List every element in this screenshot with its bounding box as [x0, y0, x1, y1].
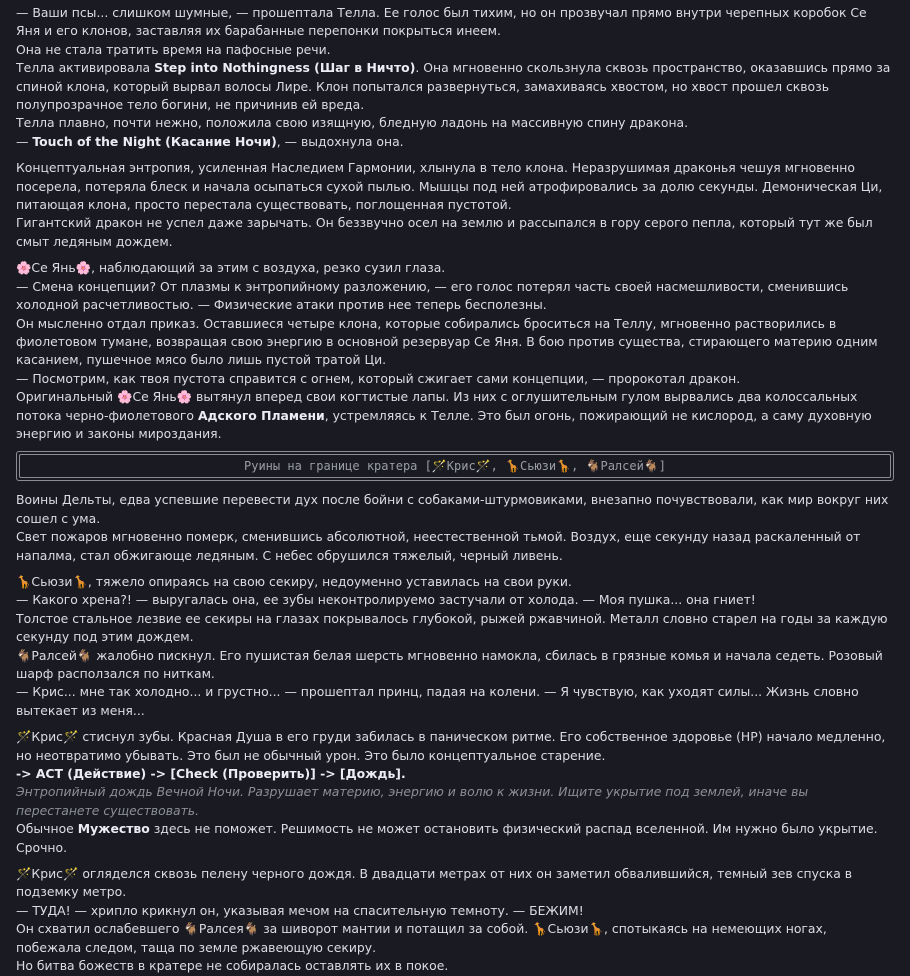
text-segment: Толстое стальное лезвие ее секиры на глазах покрывалось глубокой, рыжей ржавчиной. Металл словно старел на годы за каждую секунду под этим дождем.: [16, 610, 888, 645]
text-segment: Воины Дельты, едва успевшие перевести дух после бойни с собаками-штурмовиками, внезапно почувствовали, как мир вокруг них сошел с ума.: [16, 492, 889, 526]
text-segment: , — выдохнула она.: [276, 133, 404, 149]
text-segment: Оригинальный 🌸Се Янь🌸 вытянул вперед свои когтистые лапы. Из них с оглушительным гулом вырвались два колоссальных потока черно-фиолетового: [16, 389, 858, 423]
text-line: [16, 573, 894, 591]
text-line: [16, 765, 894, 783]
text-line: [16, 4, 894, 41]
text-line: [16, 388, 894, 443]
text-segment: — ТУДА! — хрипло крикнул он, указывая мечом на спасительную темноту. — БЕЖИМ!: [16, 902, 584, 918]
system-description: Энтропийный дождь Вечной Ночи. Разрушает материю, энергию и волю к жизни. Ищите укрытие под землей, иначе вы перестанете существовать.: [16, 784, 809, 818]
text-line: [16, 957, 894, 975]
bold-term: -> ACT (Действие) -> [Check (Проверить)] -> [Дождь].: [16, 766, 406, 782]
text-segment: . Она мгновенно скользнула сквозь пространство, оказавшись прямо за спиной клона, который вырвал волосы Лире. Клон попытался развернуться, замахиваясь хвостом, но хвост прошел сквозь полупрозрачное тело богини, не причинив ей вреда.: [16, 60, 891, 113]
paragraph-p7: [16, 865, 894, 975]
text-line: [16, 159, 894, 214]
text-line: [16, 133, 894, 151]
text-segment: Концептуальная энтропия, усиленная Наследием Гармонии, хлынула в тело клона. Неразрушимая драконья чешуя мгновенно посерела, потеряла блеск и начала осыпаться сухой пылью. Мышцы под ней атрофировались за долю секунды. Демоническая Ци, питающая клона, просто перестала существовать, поглощенная пустотой.: [16, 160, 883, 213]
text-line: [16, 370, 894, 388]
text-segment: Она не стала тратить время на пафосные речи.: [16, 41, 331, 57]
paragraph-p1: [16, 4, 894, 151]
text-line: [16, 610, 894, 647]
paragraph-p6: [16, 728, 894, 857]
text-segment: 🪄Крис🪄 огляделся сквозь пелену черного дождя. В двадцати метрах от них он заметил обвалившийся, темный зев спуска в подземку метро.: [16, 866, 853, 900]
bold-term: Step into Nothingness (Шаг в Ничто): [154, 60, 416, 76]
text-segment: Он мысленно отдал приказ. Оставшиеся четыре клона, которые собирались броситься на Теллу, мгновенно растворились в фиолетовом тумане, возвращая свою энергию в основной резервуар Се Яня. В бою против существа, стирающего материю одним касанием, пушечное мясо было лишь пустой тратой Ци.: [16, 315, 878, 368]
text-line: [16, 214, 894, 251]
story-section-before: [16, 4, 894, 443]
text-line: [16, 528, 894, 565]
text-line: [16, 783, 894, 820]
text-segment: 🐐Ралсей🐐 жалобно пискнул. Его пушистая белая шерсть мгновенно намокла, сбилась в грязные комья и начала седеть. Розовый шарф расползался по ниткам.: [16, 647, 883, 681]
text-segment: — Ваши псы... слишком шумные, — прошептала Телла. Ее голос был тихим, но он прозвучал прямо внутри черепных коробок Се Яня и его клонов, заставляя их барабанные перепонки покрыться инеем.: [16, 5, 867, 39]
text-segment: , устремляясь к Телле. Это был огонь, пожирающий не кислород, а саму духовную энергию и законы мироздания.: [16, 407, 872, 441]
text-line: [16, 59, 894, 114]
text-segment: — Смена концепции? От плазмы к энтропийному разложению, — его голос потерял часть своей насмешливости, сменившись холодной расчетливостью. — Физические атаки против нее теперь бесполезны.: [16, 278, 849, 313]
text-line: [16, 41, 894, 59]
text-segment: — Какого хрена?! — выругалась она, ее зубы неконтролируемо застучали от холода. — Моя пушка... она гниет!: [16, 592, 756, 608]
bold-term: Touch of the Night (Касание Ночи): [32, 133, 277, 149]
text-line: [16, 728, 894, 765]
text-line: [16, 865, 894, 902]
text-segment: — Посмотрим, как твоя пустота справится с огнем, который сжигает сами концепции, — пророкотал дракон.: [16, 370, 741, 386]
story-section-after: [16, 491, 894, 975]
text-segment: Он схватил ослабевшего 🐐Ралсея🐐 за шиворот мантии и потащил за собой. 🦒Сьюзи🦒, спотыкаясь на немеющих ногах, побежала следом, таща по земле ржавеющую секиру.: [16, 921, 827, 955]
text-segment: здесь не поможет. Решимость не может остановить физический распад вселенной. Им нужно было укрытие. Срочно.: [16, 821, 878, 855]
text-line: [16, 591, 894, 609]
text-line: [16, 114, 894, 132]
text-line: [16, 647, 894, 684]
bold-term: Мужество: [77, 821, 150, 837]
text-segment: Обычное: [16, 821, 78, 837]
text-line: [16, 920, 894, 957]
text-line: [16, 491, 894, 528]
text-segment: 🌸Се Янь🌸, наблюдающий за этим с воздуха, резко сузил глаза.: [16, 260, 446, 276]
text-segment: Свет пожаров мгновенно померк, сменившись абсолютной, неестественной тьмой. Воздух, еще секунду назад раскаленный от напалма, стал обжигающе ледяным. С небес обрушился тяжелый, черный ливень.: [16, 529, 861, 563]
text-segment: 🦒Сьюзи🦒, тяжело опираясь на свою секиру, недоуменно уставилась на свои руки.: [16, 573, 572, 589]
text-segment: Телла плавно, почти нежно, положила свою изящную, бледную ладонь на массивную спину дракона.: [16, 115, 689, 131]
text-segment: 🪄Крис🪄 стиснул зубы. Красная Душа в его груди забилась в паническом ритме. Его собственное здоровье (HP) начало медленно, но неотвратимо убывать. Это был не обычный урон. Это было концептуальное старение.: [16, 729, 886, 763]
text-segment: Гигантский дракон не успел даже зарычать. Он беззвучно осел на землю и рассыпался в гору серого пепла, который тут же был смыт ледяным дождем.: [16, 215, 873, 249]
text-segment: — Крис... мне так холодно... и грустно... — прошептал принц, падая на колени. — Я чувствую, как уходят силы... Жизнь словно вытекает из меня...: [16, 684, 859, 718]
paragraph-p5: [16, 573, 894, 720]
text-line: [16, 259, 894, 277]
paragraph-p2: [16, 159, 894, 251]
text-line: [16, 315, 894, 370]
text-segment: —: [16, 133, 33, 149]
text-line: [16, 683, 894, 720]
paragraph-p3: [16, 259, 894, 443]
text-line: [16, 278, 894, 315]
text-line: [16, 820, 894, 857]
paragraph-p4: [16, 491, 894, 565]
location-title: Руины на границе кратера [🪄Крис🪄, 🦒Сьюзи🦒, 🐐Ралсей🐐]: [19, 454, 891, 478]
text-segment: Телла активировала: [16, 60, 155, 76]
text-segment: Но битва божеств в кратере не собиралась оставлять их в покое.: [16, 958, 449, 974]
text-line: [16, 902, 894, 920]
location-header: [16, 451, 894, 481]
bold-term: Адского Пламени: [197, 407, 325, 423]
